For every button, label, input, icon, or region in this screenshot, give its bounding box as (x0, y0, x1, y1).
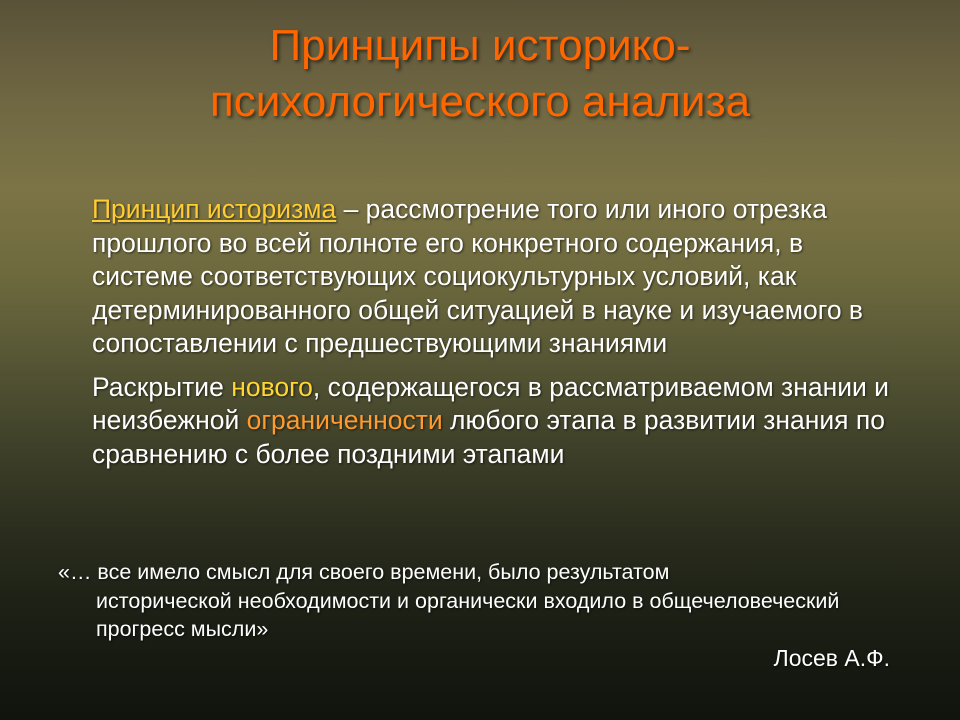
disclosure-part-3: любого этапа в развитии знания по сравнению с более поздними этапами (92, 405, 885, 469)
disclosure-part-1: Раскрытие (92, 371, 232, 402)
paragraph-disclosure-new (92, 371, 902, 472)
quotation-line-2: исторической необходимости и органически входило в общечеловеческий прогресс мысли» (96, 588, 840, 642)
principle-term: Принцип историзма (92, 194, 337, 224)
slide-title-line-2: психологического анализа (209, 77, 751, 127)
emphasis-ogranichennosti: ограниченности (246, 405, 443, 436)
quotation-block (58, 558, 918, 644)
disclosure-part-2: , содержащегося в рассматриваемом знании и неизбежной (92, 371, 889, 436)
quotation-text (58, 558, 918, 644)
emphasis-novogo: нового (231, 371, 313, 402)
principle-description: – рассмотрение того или иного отрезка прошлого во всей полноте его конкретного содержания, в системе соответствующих социокультурных условий, как детерминированного общей ситуацией в науке и изучаемого в сопоставлении с предшествующими знаниями (92, 194, 863, 359)
quotation-attribution: Лосев А.Ф. (773, 645, 890, 671)
slide-title-line-1: Принципы историко- (269, 21, 691, 70)
quotation-line-1: «… все имело смысл для своего времени, было результатом (58, 560, 670, 584)
slide-body (92, 193, 902, 471)
paragraph-principle-historicism (92, 193, 902, 361)
slide-title (40, 18, 920, 131)
